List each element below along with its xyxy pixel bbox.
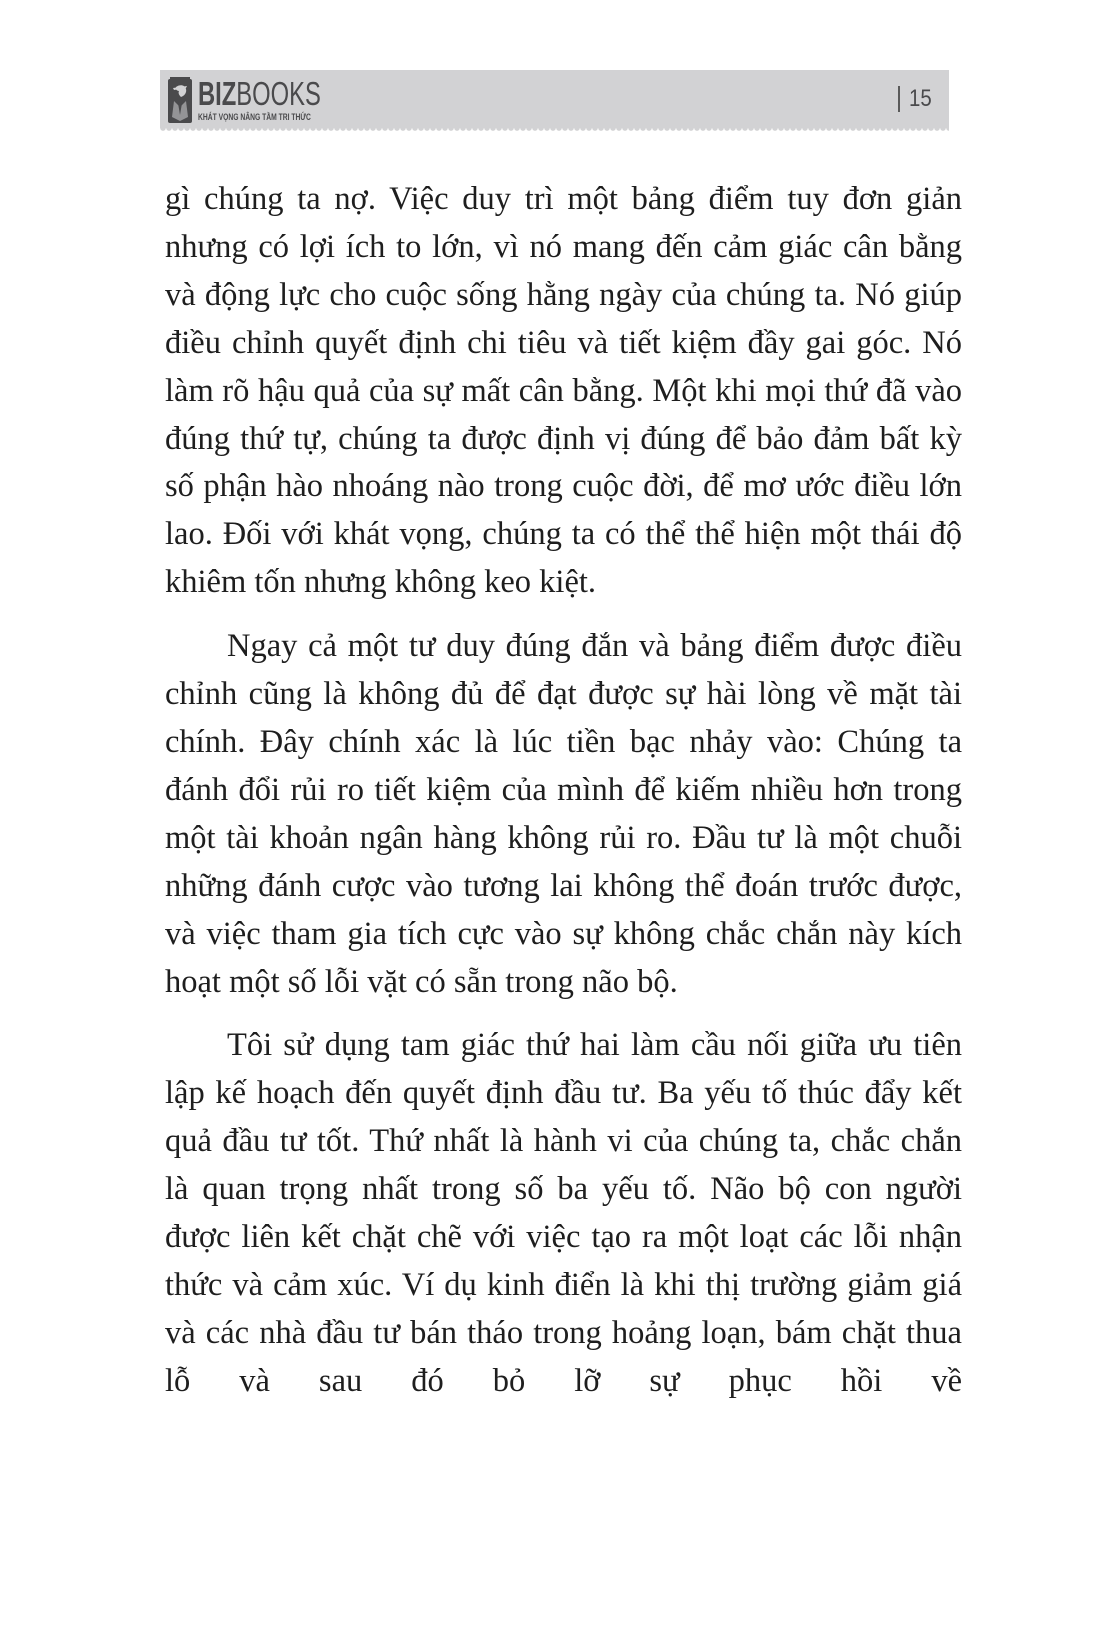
logo-name-bold: BIZ [198,75,237,112]
logo-name [198,75,321,112]
header-bar-scalloped-edge [160,128,949,134]
paragraph: Tôi sử dụng tam giác thứ hai làm cầu nối giữa ưu tiên lập kế hoạch đến quyết định đầu tư. Ba yếu tố thúc đẩy kết quả đầu tư tốt. Thứ nhất là hành vi của chúng ta, chắc chắn là quan trọng nhất trong số ba yếu tố. Não bộ con người được liên kết chặt chẽ với việc tạo ra một loạt các lỗi nhận thức và cảm xúc. Ví dụ kinh điển là khi thị trường giảm giá và các nhà đầu tư bán tháo trong hoảng loạn, bám chặt thua lỗ và sau đó bỏ lỡ sự phục hồi về [165,1027,962,1399]
page-number-block [898,84,936,114]
logo-tagline: KHÁT VỌNG NÂNG TẦM TRI THỨC [198,112,311,122]
page-body [165,176,962,1422]
publisher-emblem-icon [168,77,192,123]
bizbooks-logo [168,76,369,124]
logo-name-light: BOOKS [236,75,321,112]
page-number-separator [898,86,900,112]
paragraph-continued: gì chúng ta nợ. Việc duy trì một bảng điểm tuy đơn giản nhưng có lợi ích to lớn, vì nó mang đến cảm giác cân bằng và động lực cho cuộc sống hằng ngày của chúng ta. Nó giúp điều chỉnh quyết định chi tiêu và tiết kiệm đầy gai góc. Nó làm rõ hậu quả của sự mất cân bằng. Một khi mọi thứ đã vào đúng thứ tự, chúng ta được định vị đúng để bảo đảm bất kỳ số phận hào nhoáng nào trong cuộc đời, để mơ ước điều lớn lao. Đối với khát vọng, chúng ta có thể thể hiện một thái độ khiêm tốn nhưng không keo kiệt. [165,181,962,601]
logo-wordmark [198,75,369,122]
page-number: 15 [909,85,932,112]
paragraph: Ngay cả một tư duy đúng đắn và bảng điểm được điều chỉnh cũng là không đủ để đạt được sự hài lòng về mặt tài chính. Đây chính xác là lúc tiền bạc nhảy vào: Chúng ta đánh đổi rủi ro tiết kiệm của mình để kiếm nhiều hơn trong một tài khoản ngân hàng không rủi ro. Đầu tư là một chuỗi những đánh cược vào tương lai không thể đoán trước được, và việc tham gia tích cực vào sự không chắc chắn này kích hoạt một số lỗi vặt có sẵn trong não bộ. [165,628,962,1000]
